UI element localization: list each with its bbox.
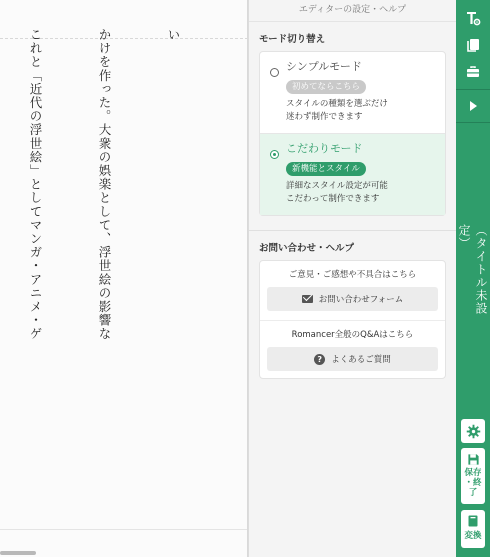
contact-form-label: お問い合わせフォーム	[318, 295, 404, 305]
faq-text: Romancer全般のQ&Aはこちら	[291, 330, 414, 340]
mode-desc-line: 詳細なスタイル設定が可能	[286, 181, 388, 191]
page-bottom-rule	[0, 529, 248, 530]
advanced-mode-option[interactable]	[260, 133, 445, 215]
text-line: い	[166, 28, 181, 42]
copy-button[interactable]	[460, 33, 486, 57]
contact-form-button[interactable]	[267, 287, 438, 311]
document-text[interactable]	[0, 28, 231, 498]
text-line: これと「近代の浮世絵」としてマンガ・アニメ・ゲ	[28, 28, 43, 341]
book-icon	[466, 514, 480, 528]
play-icon	[466, 99, 480, 113]
exit-label: ・終了	[464, 478, 482, 498]
mode-card	[259, 51, 446, 216]
settings-help-panel	[248, 0, 456, 557]
card-separator	[260, 320, 445, 321]
mode-badge: 初めてならこちら	[286, 80, 366, 94]
mode-name: シンプルモード	[286, 60, 362, 73]
faq-label: よくあるご質問	[331, 355, 391, 365]
mode-description	[286, 98, 437, 124]
mode-desc-line: スタイルの種類を選ぶだけ	[286, 99, 388, 109]
help-icon: ?	[314, 354, 325, 365]
book-title[interactable]: （タイトル未設定）	[457, 224, 488, 315]
simple-mode-option[interactable]	[260, 52, 445, 133]
toolbar-separator	[456, 89, 490, 90]
convert-label: 変換	[464, 531, 482, 541]
preview-button[interactable]	[460, 94, 486, 118]
mode-badge: 新機能とスタイル	[286, 162, 366, 176]
mail-icon	[302, 295, 313, 303]
contact-text: ご意見・ご感想や不具合はこちら	[288, 270, 417, 280]
mode-heading: モード切り替え	[259, 34, 326, 45]
mode-desc-line: こだわって制作できます	[286, 194, 380, 204]
save-icon	[467, 453, 480, 466]
toolbox-icon	[465, 64, 481, 80]
save-exit-button[interactable]	[461, 448, 485, 504]
advanced-mode-radio[interactable]	[270, 150, 279, 159]
contact-heading: お問い合わせ・ヘルプ	[259, 243, 355, 254]
toolbox-button[interactable]	[460, 60, 486, 84]
settings-button[interactable]	[461, 419, 485, 443]
right-toolbar	[456, 0, 490, 557]
text-settings-button[interactable]	[460, 6, 486, 30]
gear-icon	[466, 424, 481, 439]
simple-mode-radio[interactable]	[270, 68, 279, 77]
convert-button[interactable]	[461, 510, 485, 548]
mode-description	[286, 180, 437, 206]
mode-name: こだわりモード	[286, 142, 363, 155]
text-settings-icon	[465, 10, 481, 26]
mode-desc-line: 迷わず制作できます	[286, 112, 363, 122]
horizontal-scrollbar[interactable]	[0, 551, 36, 555]
copy-icon	[465, 37, 481, 53]
save-label: 保存	[464, 468, 482, 478]
toolbar-separator	[456, 122, 490, 123]
panel-title: エディターの設定・ヘルプ	[249, 0, 456, 22]
contact-card	[259, 260, 446, 379]
text-line: かけを作った。大衆の娯楽として、浮世絵の影響な	[97, 28, 112, 341]
faq-button[interactable]	[267, 347, 438, 371]
